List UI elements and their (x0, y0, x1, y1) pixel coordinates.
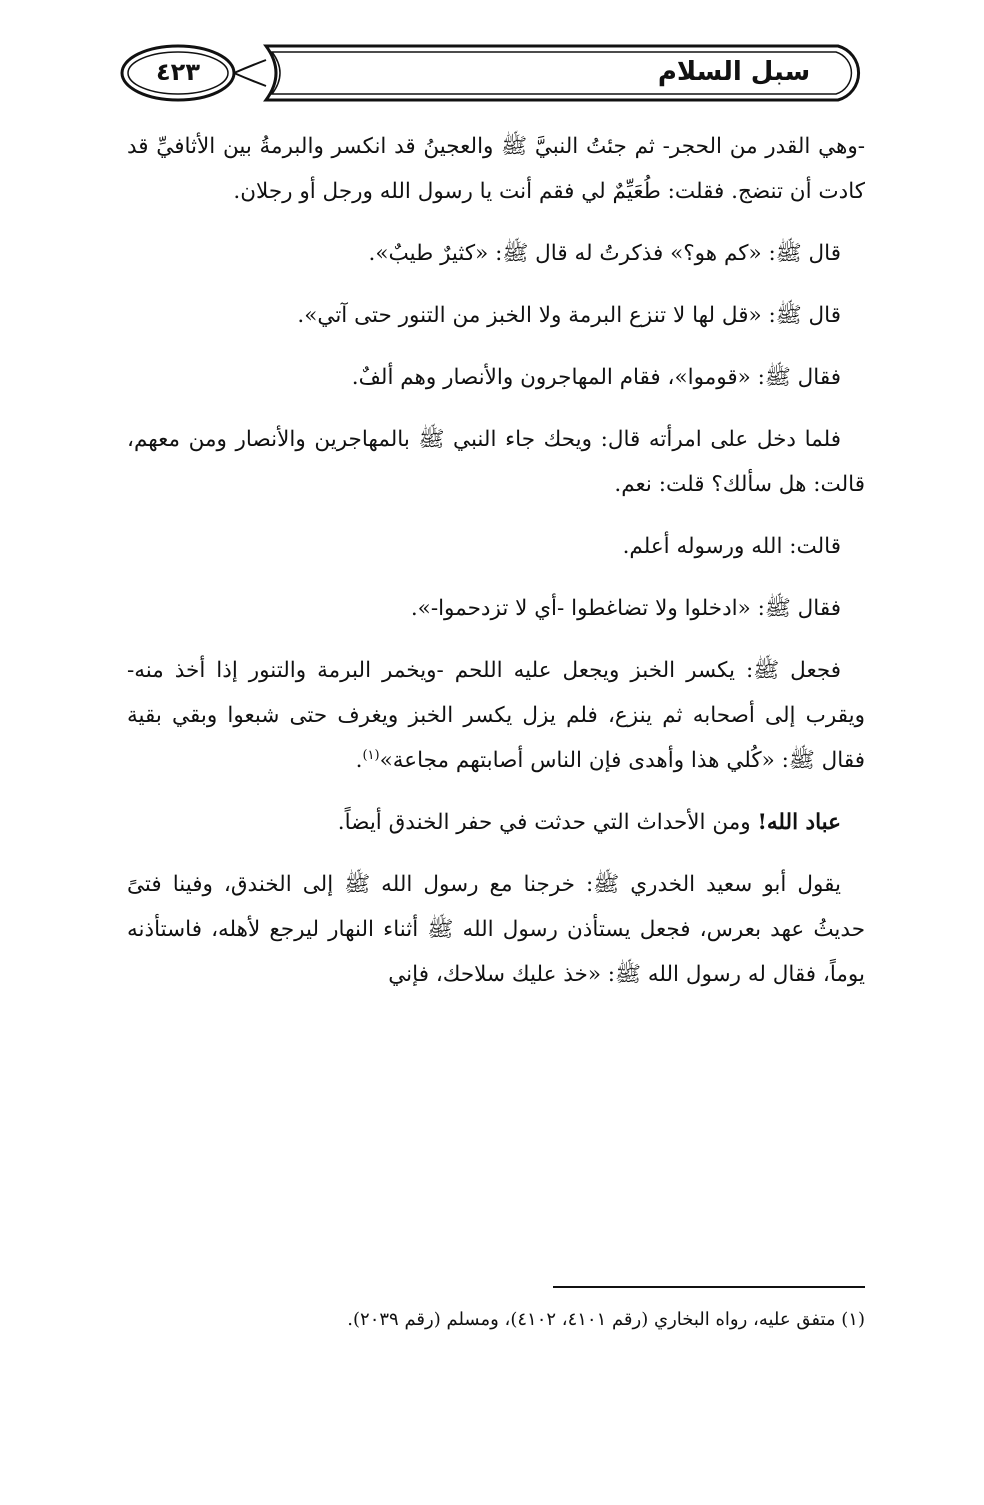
paragraph-with-lead (127, 800, 865, 845)
page-number: ٤٢٣ (156, 58, 200, 86)
paragraph-lead: عباد الله! (757, 810, 841, 835)
paragraph: قالت: الله ورسوله أعلم. (622, 534, 841, 559)
paragraph: فلما دخل على امرأته قال: ويحك جاء النبي ﷺ بالمهاجرين والأنصار ومن معهم، قالت: هل سألك؟ قلت: نعم. (127, 427, 865, 497)
paragraph: قال ﷺ: «كم هو؟» فذكرتُ له قال ﷺ: «كثيرٌ طيبٌ». (368, 241, 841, 266)
footnote: (١) متفق عليه، رواه البخاري (رقم ٤١٠١، ٤١٠٢)، ومسلم (رقم ٢٠٣٩). (347, 1309, 865, 1330)
footnote-marker: (١) (362, 747, 380, 763)
paragraph-text: ومن الأحداث التي حدثت في حفر الخندق أيضاً. (337, 810, 751, 835)
paragraph-text: فجعل ﷺ: يكسر الخبز ويجعل عليه اللحم -ويخمر البرمة والتنور إذا أخذ منه- ويقرب إلى أصحابه ثم ينزع، فلم يزل يكسر الخبز ويغرف حتى شبعوا وبقي بقية فقال ﷺ: «كُلي هذا وأهدى فإن الناس أصابتهم مجاعة» (127, 658, 865, 773)
paragraph-with-footnote: فجعل ﷺ: يكسر الخبز ويجعل عليه اللحم -ويخمر البرمة والتنور إذا أخذ منه- ويقرب إلى أصحابه ثم ينزع، فلم يزل يكسر الخبز ويغرف حتى شبعوا وبقي بقية فقال ﷺ: «كُلي هذا وأهدى فإن الناس أصابتهم مجاعة»$^{(١)}$. (127, 658, 865, 773)
footnote-separator (553, 1286, 865, 1288)
running-title: سبل السلام (657, 57, 811, 87)
body-text (127, 124, 865, 997)
paragraph: قال ﷺ: «قل لها لا تنزع البرمة ولا الخبز من التنور حتى آتي». (297, 303, 841, 328)
paragraph: فقال ﷺ: «قوموا»، فقام المهاجرون والأنصار وهم ألفٌ. (351, 365, 841, 390)
paragraph: -وهي القدر من الحجر- ثم جئتُ النبيَّ ﷺ والعجينُ قد انكسر والبرمةُ بين الأثافيِّ قد كادت أن تنضج. فقلت: طُعَيِّمٌ لي فقم أنت يا رسول الله ورجل أو رجلان. (127, 134, 865, 204)
running-header (116, 38, 874, 108)
paragraph: يقول أبو سعيد الخدري ﷺ: خرجنا مع رسول الله ﷺ إلى الخندق، وفينا فتىً حديثُ عهد بعرس، فجعل يستأذن رسول الله ﷺ أثناء النهار ليرجع لأهله، فاستأذنه يوماً، فقال له رسول الله ﷺ: «خذ عليك سلاحك، فإني (127, 872, 865, 987)
paragraph: فقال ﷺ: «ادخلوا ولا تضاغطوا -أي لا تزدحموا-». (410, 596, 841, 621)
